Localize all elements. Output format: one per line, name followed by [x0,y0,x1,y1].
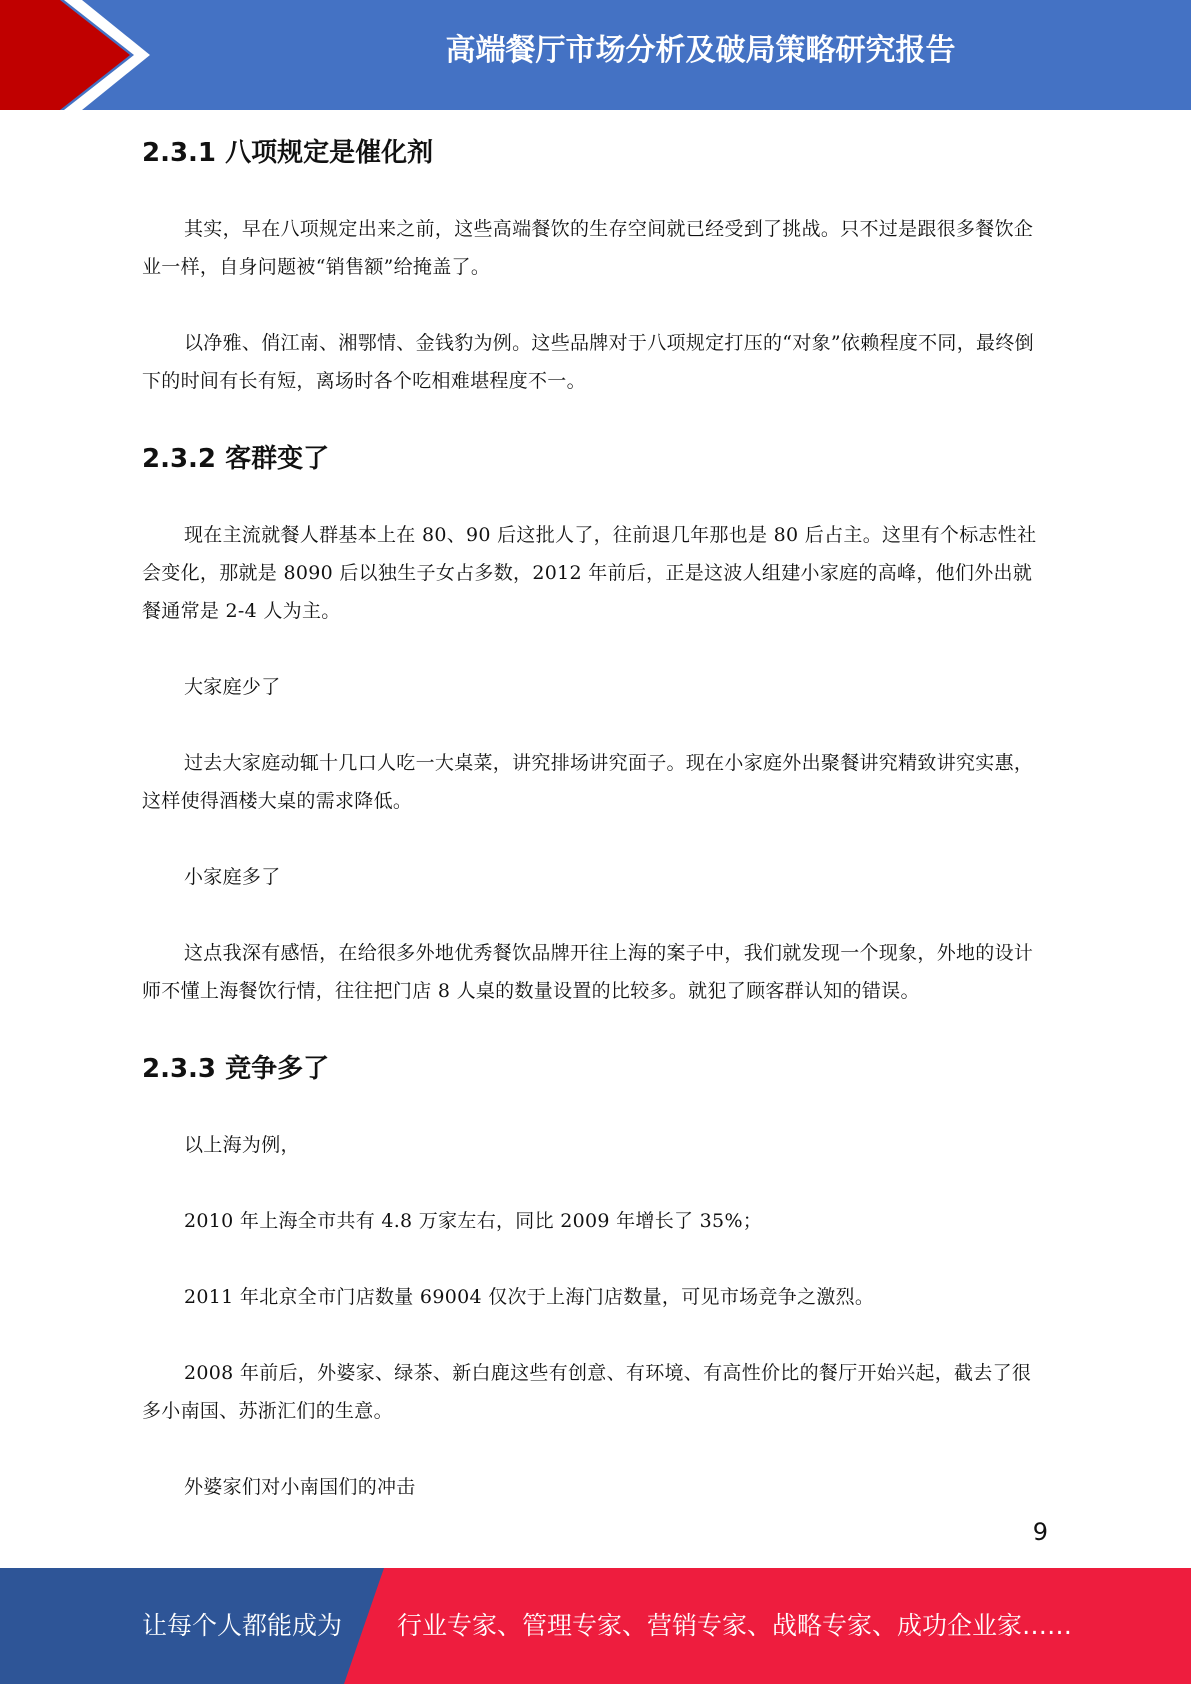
paragraph: 这点我深有感悟，在给很多外地优秀餐饮品牌开往上海的案子中，我们就发现一个现象，外地的设计师不懂上海餐饮行情，往往把门店 8 人桌的数量设置的比较多。就犯了顾客群认知的错误。 [142,942,1034,1002]
paragraph: 2010 年上海全市共有 4.8 万家左右，同比 2009 年增长了 35%； [184,1210,763,1232]
paragraph: 过去大家庭动辄十几口人吃一大桌菜，讲究排场讲究面子。现在小家庭外出聚餐讲究精致讲究实惠，这样使得酒楼大桌的需求降低。 [142,752,1034,812]
paragraph: 2008 年前后，外婆家、绿茶、新白鹿这些有创意、有环境、有高性价比的餐厅开始兴起，截去了很多小南国、苏浙汇们的生意。 [142,1362,1032,1422]
section-heading: 2.3.2 客群变了 [142,444,330,474]
paragraph: 以上海为例， [184,1134,300,1156]
footer-slogan-right: 行业专家、管理专家、营销专家、战略专家、成功企业家…… [397,1611,1073,1640]
paragraph: 现在主流就餐人群基本上在 80、90 后这批人了，往前退几年那也是 80 后占主。这里有个标志性社会变化，那就是 8090 后以独生子女占多数，2012 年前后，正是这波人组建小家庭的高峰，他们外出就餐通常是 2-4 人为主。 [142,524,1037,622]
chevron-arrow-icon [0,0,160,110]
paragraph: 小家庭多了 [184,866,281,888]
section-heading: 2.3.1 八项规定是催化剂 [142,138,434,168]
report-title: 高端餐厅市场分析及破局策略研究报告 [445,33,956,68]
paragraph: 外婆家们对小南国们的冲击 [184,1476,416,1498]
page-header [0,0,1191,110]
page-number: 9 [1032,1518,1048,1546]
section-heading: 2.3.3 竞争多了 [142,1054,330,1084]
paragraph: 2011 年北京全市门店数量 69004 仅次于上海门店数量，可见市场竞争之激烈。 [184,1286,875,1308]
paragraph: 其实，早在八项规定出来之前，这些高端餐饮的生存空间就已经受到了挑战。只不过是跟很多餐饮企业一样，自身问题被“销售额”给掩盖了。 [142,218,1034,278]
paragraph: 大家庭少了 [184,676,281,698]
paragraph: 以净雅、俏江南、湘鄂情、金钱豹为例。这些品牌对于八项规定打压的“对象”依赖程度不同，最终倒下的时间有长有短，离场时各个吃相难堪程度不一。 [142,332,1034,392]
page-footer [0,1568,1191,1684]
footer-slogan-left: 让每个人都能成为 [142,1611,343,1640]
